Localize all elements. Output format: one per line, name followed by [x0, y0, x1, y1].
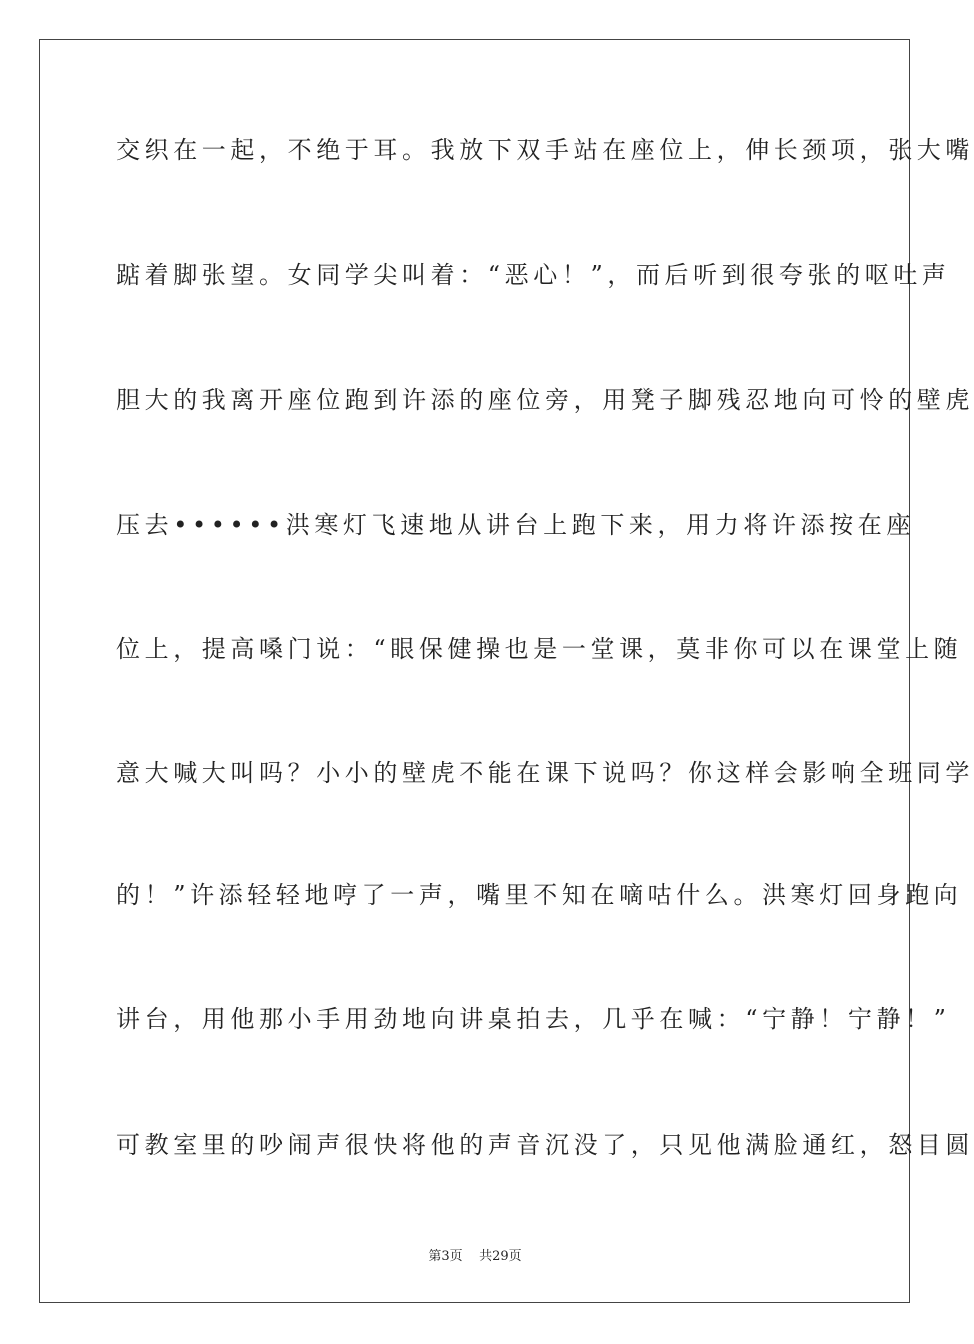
page-number: 第3页 [428, 1249, 463, 1264]
paragraph-line: 可教室里的吵闹声很快将他的声音沉没了，只见他满脸通红，怒目圆 [116, 1131, 974, 1159]
paragraph-line: 胆大的我离开座位跑到许添的座位旁，用凳子脚残忍地向可怜的壁虎 [116, 386, 974, 414]
paragraph-line: 的！”许添轻轻地哼了一声，嘴里不知在嘀咕什么。洪寒灯回身跑向 [116, 881, 963, 909]
paragraph-line: 压去••••••洪寒灯飞速地从讲台上跑下来，用力将许添按在座 [116, 511, 915, 539]
paragraph-line: 踮着脚张望。女同学尖叫着：“恶心！”，而后听到很夸张的呕吐声 [116, 261, 951, 289]
paragraph-line: 意大喊大叫吗？小小的壁虎不能在课下说吗？你这样会影响全班同学 [116, 759, 974, 787]
page-frame [39, 39, 974, 1303]
total-pages: 共29页 [479, 1249, 522, 1264]
page-footer [0, 1248, 950, 1266]
paragraph-line: 位上，提高嗓门说：“眼保健操也是一堂课，莫非你可以在课堂上随 [116, 635, 963, 663]
paragraph-line: 交织在一起，不绝于耳。我放下双手站在座位上，伸长颈项，张大嘴 [116, 136, 974, 164]
paragraph-line: 讲台，用他那小手用劲地向讲桌拍去，几乎在喊：“宁静！宁静！” [116, 1005, 951, 1033]
